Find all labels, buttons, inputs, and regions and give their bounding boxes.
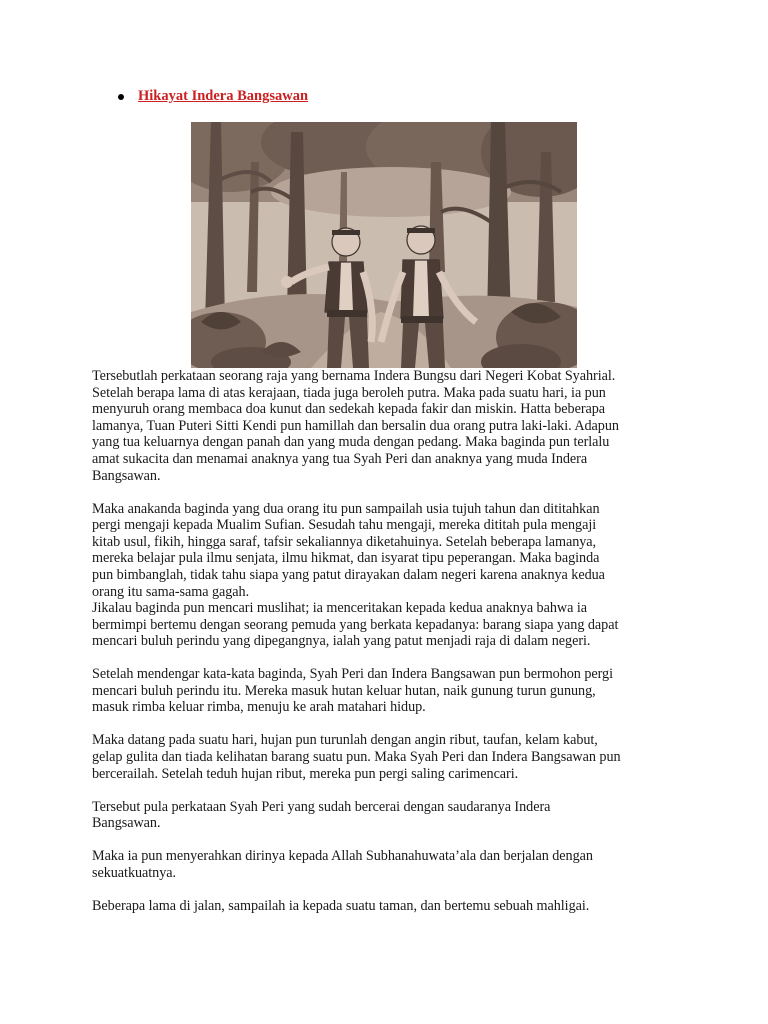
text-line: mencari buluh perindu itu. Mereka masuk hutan keluar hutan, naik gunung turun gunung,	[92, 682, 596, 699]
text-line: bercerailah. Setelah teduh hujan ribut, mereka pun pergi saling carimencari.	[92, 765, 519, 782]
bullet-icon	[118, 94, 124, 100]
text-line: Tersebutlah perkataan seorang raja yang bernama Indera Bungsu dari Negeri Kobat Syahrial.	[92, 368, 616, 384]
paragraph-8	[92, 898, 682, 915]
paragraph-7	[92, 848, 682, 881]
paragraph-3	[92, 600, 682, 650]
story-body	[92, 368, 682, 931]
text-line: Setelah mendengar kata-kata baginda, Syah Peri dan Indera Bangsawan pun bermohon pergi	[92, 666, 613, 683]
text-line: mencari buluh perindu yang dipegangnya, ialah yang patut menjadi raja di dalam negeri.	[92, 633, 591, 650]
text-line: yang tua keluarnya dengan panah dan yang muda dengan pedang. Maka baginda pun terlalu	[92, 434, 610, 451]
text-line: Maka ia pun menyerahkan dirinya kepada Allah Subhanahuwata’ala dan berjalan dengan	[92, 848, 593, 865]
text-line: pun bimbanglah, tidak tahu siapa yang patut dirayakan dalam negeri karena anaknya kedua	[92, 566, 605, 583]
paragraph-4	[92, 666, 682, 716]
text-line: Jikalau baginda pun mencari muslihat; ia menceritakan kepada kedua anaknya bahwa ia	[92, 600, 587, 617]
story-title-link[interactable]: Hikayat Indera Bangsawan	[138, 88, 309, 104]
text-line: gelap gulita dan tiada kelihatan barang suatu pun. Maka Syah Peri dan Indera Bangsawan pun	[92, 749, 621, 766]
text-line: Setelah berapa lama di atas kerajaan, tiada juga beroleh putra. Maka pada suatu hari, ia pun	[92, 384, 606, 401]
text-line: kitab usul, fikih, hingga saraf, tafsir sekaliannya diketahuinya. Setelah beberapa lamanya,	[92, 533, 597, 550]
text-line: Beberapa lama di jalan, sampailah ia kepada suatu taman, dan bertemu sebuah mahligai.	[92, 897, 590, 914]
paragraph-6	[92, 799, 682, 832]
text-line: amat sukacita dan menamai anaknya yang tua Syah Peri dan anaknya yang muda Indera	[92, 450, 588, 467]
text-line: Maka datang pada suatu hari, hujan pun turunlah dengan angin ribut, taufan, kelam kabut,	[92, 732, 598, 749]
text-line: lamanya, Tuan Puteri Sitti Kendi pun hamillah dan bersalin dua orang putra laki-laki. Adapun	[92, 417, 619, 434]
text-line: Bangsawan.	[92, 815, 161, 832]
text-line: pergi mengaji kepada Mualim Sufian. Sesudah tahu mengaji, mereka dititah pula mengaji	[92, 517, 597, 534]
story-illustration	[191, 122, 577, 368]
text-line: sekuatkuatnya.	[92, 864, 177, 881]
paragraph-1	[92, 368, 682, 484]
heading-bullet-item	[118, 88, 308, 105]
text-line: Maka anakanda baginda yang dua orang itu pun sampailah usia tujuh tahun dan dititahkan	[92, 500, 600, 517]
forest-boys-illustration	[191, 122, 577, 368]
text-line: menyuruh orang membaca doa kunut dan sedekah kepada fakir dan miskin. Hatta beberapa	[92, 401, 606, 418]
text-line: orang itu sama-sama gagah.	[92, 583, 250, 600]
text-line: bermimpi bertemu dengan seorang pemuda yang berkata kepadanya: barang siapa yang dapat	[92, 616, 619, 633]
text-line: Bangsawan.	[92, 467, 161, 484]
paragraph-5	[92, 732, 682, 782]
text-line: masuk rimba keluar rimba, menuju ke arah matahari hidup.	[92, 699, 426, 716]
text-line: mereka belajar pula ilmu senjata, ilmu hikmat, dan isyarat tipu peperangan. Maka baginda	[92, 550, 600, 567]
text-line: Tersebut pula perkataan Syah Peri yang sudah bercerai dengan saudaranya Indera	[92, 798, 551, 815]
paragraph-2	[92, 501, 682, 601]
